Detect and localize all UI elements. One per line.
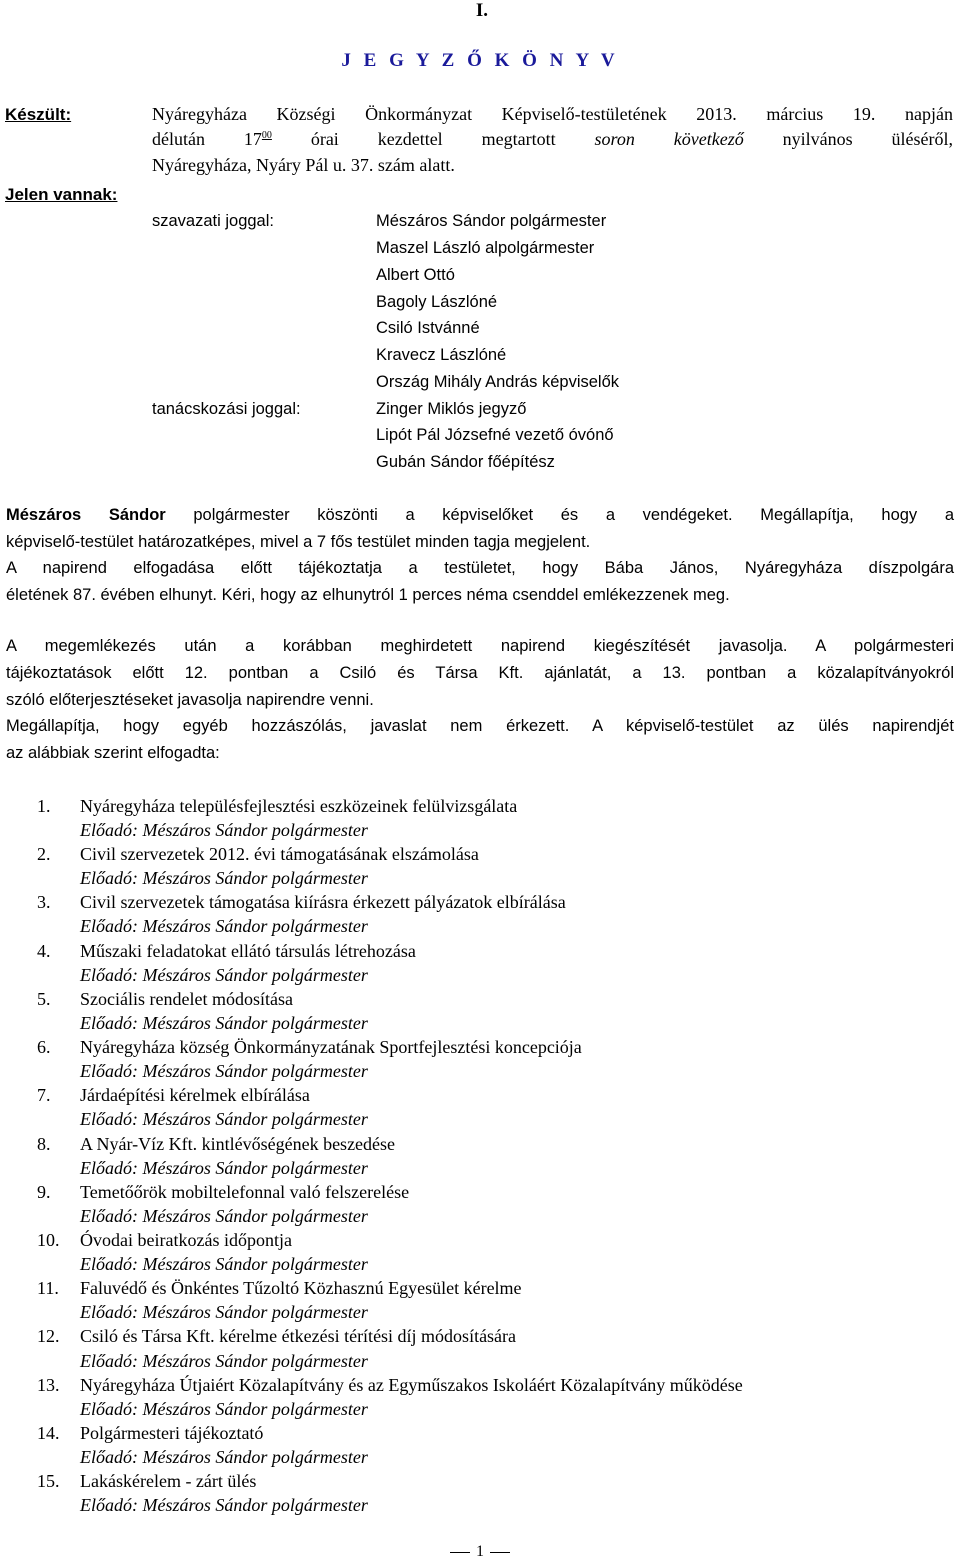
agenda-title: Óvodai beiratkozás időpontja	[80, 1230, 292, 1250]
agenda-presenter: Előadó: Mészáros Sándor polgármester	[80, 1109, 368, 1129]
keszult-line-3: Nyáregyháza, Nyáry Pál u. 37. szám alatt.	[152, 155, 455, 175]
agenda-number: 15.	[37, 1471, 60, 1491]
agenda-number: 10.	[37, 1230, 60, 1250]
paragraph-1-line-4: életének 87. évében elhunyt. Kéri, hogy az elhunytról 1 perces néma csenddel emlékezzenek meg.	[6, 586, 730, 604]
paragraph-3-line-2: az alábbiak szerint elfogadta:	[6, 744, 220, 762]
paragraph-1-line-1: Mészáros Sándor polgármester köszönti a képviselőket és a vendégeket. Megállapítja, hogy a	[6, 506, 955, 524]
advisory-member: Zinger Miklós jegyző	[376, 400, 527, 418]
advisory-label: tanácskozási joggal:	[152, 400, 301, 418]
paragraph-1-line-3: A napirend elfogadása előtt tájékoztatja a testületet, hogy Bába János, Nyáregyháza díszpolgára	[6, 559, 954, 577]
agenda-title: Polgármesteri tájékoztató	[80, 1423, 264, 1443]
agenda-presenter: Előadó: Mészáros Sándor polgármester	[80, 1495, 368, 1515]
agenda-number: 1.	[37, 796, 51, 816]
agenda-presenter: Előadó: Mészáros Sándor polgármester	[80, 1351, 368, 1371]
agenda-presenter: Előadó: Mészáros Sándor polgármester	[80, 965, 368, 985]
voting-member: Bagoly Lászlóné	[376, 293, 498, 311]
agenda-title: A Nyár-Víz Kft. kintlévőségének beszedése	[80, 1134, 396, 1154]
agenda-presenter: Előadó: Mészáros Sándor polgármester	[80, 1206, 368, 1226]
agenda-presenter: Előadó: Mészáros Sándor polgármester	[80, 820, 368, 840]
agenda-title: Nyáregyháza község Önkormányzatának Sportfejlesztési koncepciója	[80, 1037, 582, 1057]
section-number: I.	[475, 0, 488, 21]
agenda-title: Műszaki feladatokat ellátó társulás létrehozása	[80, 941, 416, 961]
agenda-number: 3.	[37, 892, 51, 912]
agenda-number: 5.	[37, 989, 51, 1009]
agenda-presenter: Előadó: Mészáros Sándor polgármester	[80, 916, 368, 936]
agenda-number: 11.	[37, 1278, 59, 1298]
agenda-number: 8.	[37, 1134, 51, 1154]
voting-member: Maszel László alpolgármester	[376, 239, 595, 257]
keszult-line-1: Nyáregyháza Községi Önkormányzat Képviselő-testületének 2013. március 19. napján	[152, 104, 953, 124]
footer-dash-left	[450, 1552, 470, 1553]
agenda-title: Járdaépítési kérelmek elbírálása	[80, 1085, 310, 1105]
jelen-label: Jelen vannak:	[5, 185, 118, 204]
agenda-title: Nyáregyháza Útjaiért Közalapítvány és az Egyműszakos Iskoláért Közalapítvány működése	[80, 1375, 743, 1395]
voting-member: Kravecz Lászlóné	[376, 346, 507, 364]
paragraph-3-line-1: Megállapítja, hogy egyéb hozzászólás, javaslat nem érkezett. A képviselő-testület az ülés napirendjét	[6, 717, 954, 735]
agenda-number: 2.	[37, 844, 51, 864]
agenda-presenter: Előadó: Mészáros Sándor polgármester	[80, 1302, 368, 1322]
agenda-number: 7.	[37, 1085, 51, 1105]
agenda-title: Temetőőrök mobiltelefonnal való felszerelése	[80, 1182, 410, 1202]
paragraph-2-line-1: A megemlékezés után a korábban meghirdetett napirend kiegészítését javasolja. A polgármesteri	[6, 637, 954, 655]
paragraph-2-line-2: tájékoztatások előtt 12. pontban a Csiló és Társa Kft. ajánlatát, a 13. pontban a közalapítványokról	[6, 664, 954, 682]
voting-member: Albert Ottó	[376, 266, 455, 284]
agenda-number: 13.	[37, 1375, 60, 1395]
agenda-title: Szociális rendelet módosítása	[80, 989, 293, 1009]
page-number: 1	[476, 1543, 484, 1560]
agenda-presenter: Előadó: Mészáros Sándor polgármester	[80, 868, 368, 888]
agenda-presenter: Előadó: Mészáros Sándor polgármester	[80, 1013, 368, 1033]
page-footer	[0, 1543, 960, 1561]
agenda-title: Lakáskérelem - zárt ülés	[80, 1471, 257, 1491]
agenda-title: Faluvédő és Önkéntes Tűzoltó Közhasznú Egyesület kérelme	[80, 1278, 522, 1298]
paragraph-2-line-3: szóló előterjesztéseket javasolja napirendre venni.	[6, 691, 374, 709]
advisory-member: Lipót Pál Józsefné vezető óvónő	[376, 426, 614, 444]
agenda-number: 6.	[37, 1037, 51, 1057]
voting-label: szavazati joggal:	[152, 212, 274, 230]
agenda-title: Civil szervezetek 2012. évi támogatásának elszámolása	[80, 844, 479, 864]
voting-member: Ország Mihály András képviselők	[376, 373, 620, 391]
footer-dash-right	[490, 1552, 510, 1553]
agenda-number: 9.	[37, 1182, 51, 1202]
agenda-presenter: Előadó: Mészáros Sándor polgármester	[80, 1399, 368, 1419]
agenda-title: Csiló és Társa Kft. kérelme étkezési térítési díj módosítására	[80, 1326, 517, 1346]
mayor-name: Mészáros Sándor	[6, 506, 166, 524]
agenda-number: 4.	[37, 941, 51, 961]
agenda-title: Nyáregyháza településfejlesztési eszközeinek felülvizsgálata	[80, 796, 518, 816]
agenda-number: 12.	[37, 1326, 60, 1346]
agenda-presenter: Előadó: Mészáros Sándor polgármester	[80, 1061, 368, 1081]
page-title: J E G Y Z Ő K Ö N Y V	[341, 50, 619, 71]
voting-member: Csiló Istvánné	[376, 319, 480, 337]
agenda-number: 14.	[37, 1423, 60, 1443]
keszult-label: Készült:	[5, 105, 72, 124]
agenda-presenter: Előadó: Mészáros Sándor polgármester	[80, 1158, 368, 1178]
keszult-line-2: délután $17^{00}$ órai kezdettel megtartott soron következő nyilvános üléséről,	[152, 129, 954, 149]
voting-member: Mészáros Sándor polgármester	[376, 212, 607, 230]
agenda-presenter: Előadó: Mészáros Sándor polgármester	[80, 1254, 368, 1274]
agenda-title: Civil szervezetek támogatása kiírásra érkezett pályázatok elbírálása	[80, 892, 566, 912]
paragraph-1-line-2: képviselő-testület határozatképes, mivel a 7 fős testület minden tagja megjelent.	[6, 533, 591, 551]
agenda-presenter: Előadó: Mészáros Sándor polgármester	[80, 1447, 368, 1467]
advisory-member: Gubán Sándor főépítész	[376, 453, 555, 471]
